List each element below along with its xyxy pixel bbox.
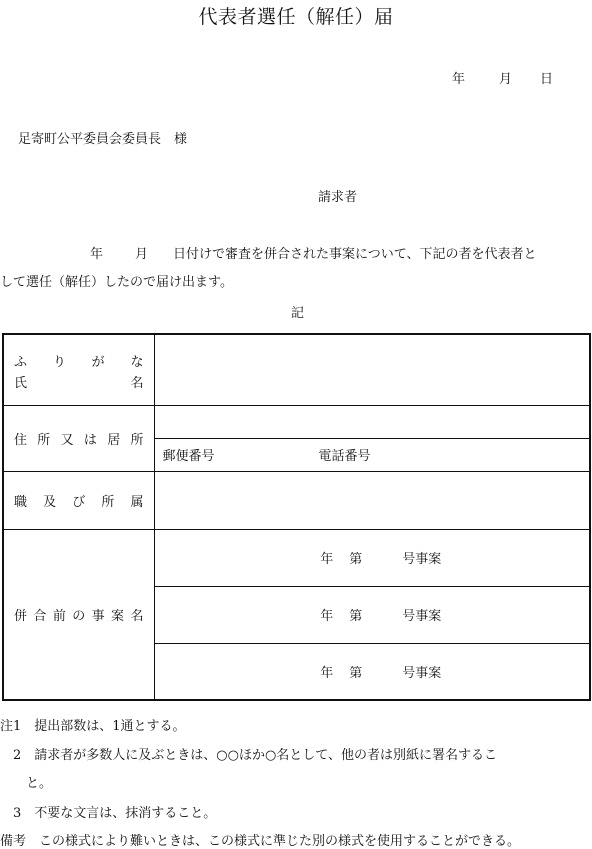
address-label: 住 所 又 は 居 所 <box>14 432 144 448</box>
form-table <box>2 333 591 701</box>
case-field-3[interactable]: 年 第 号事案 <box>154 643 590 700</box>
body-year: 年 <box>90 247 104 262</box>
date-day: 日 <box>540 72 554 87</box>
case-field-2[interactable]: 年 第 号事案 <box>154 586 590 643</box>
address-row-1 <box>3 405 590 438</box>
ki-label: 記 <box>291 306 305 321</box>
note-1: 注1 提出部数は、1通とする。 <box>0 719 186 734</box>
remarks: 備考 この様式により難いときは、この様式に準じた別の様式を使用することができる。 <box>0 834 521 849</box>
occupation-label: 職 及 び 所 属 <box>14 494 144 510</box>
address-field[interactable] <box>154 405 590 438</box>
case-field-1[interactable]: 年 第 号事案 <box>154 529 590 586</box>
body-line-2: して選任（解任）したので届け出ます。 <box>0 275 233 290</box>
case-label-cell <box>3 529 154 700</box>
requester-label: 請求者 <box>318 190 358 205</box>
date-month: 月 <box>499 72 513 87</box>
phone-label: 電話番号 <box>318 449 371 464</box>
name-label: 氏 名 <box>14 375 144 391</box>
note-2-cont: と。 <box>0 776 53 791</box>
document-title: 代表者選任（解任）届 <box>198 6 394 28</box>
postal-phone-cell <box>154 438 590 471</box>
furigana-label: ふ り が な <box>14 354 144 370</box>
body-text: 日付けで審査を併合された事案について、下記の者を代表者と <box>173 247 537 262</box>
case-label: 併 合 前 の 事 案 名 <box>14 608 144 624</box>
note-2: 2 請求者が多数人に及ぶときは、○○ほか○名として、他の者は別紙に署名するこ <box>0 748 498 763</box>
body-line-1 <box>0 243 592 262</box>
postal-label: 郵便番号 <box>162 449 215 464</box>
occupation-field[interactable] <box>154 471 590 529</box>
date-line <box>452 68 553 87</box>
addressee: 足寄町公平委員会委員長 様 <box>18 132 188 147</box>
name-row <box>3 334 590 405</box>
note-3: 3 不要な文言は、抹消すること。 <box>0 806 217 821</box>
date-year: 年 <box>452 72 466 87</box>
occupation-row <box>3 471 590 529</box>
address-label-cell <box>3 405 154 471</box>
body-month: 月 <box>135 247 149 262</box>
occupation-label-cell <box>3 471 154 529</box>
name-field[interactable] <box>154 334 590 405</box>
case-row-1 <box>3 529 590 586</box>
name-label-cell <box>3 334 154 405</box>
